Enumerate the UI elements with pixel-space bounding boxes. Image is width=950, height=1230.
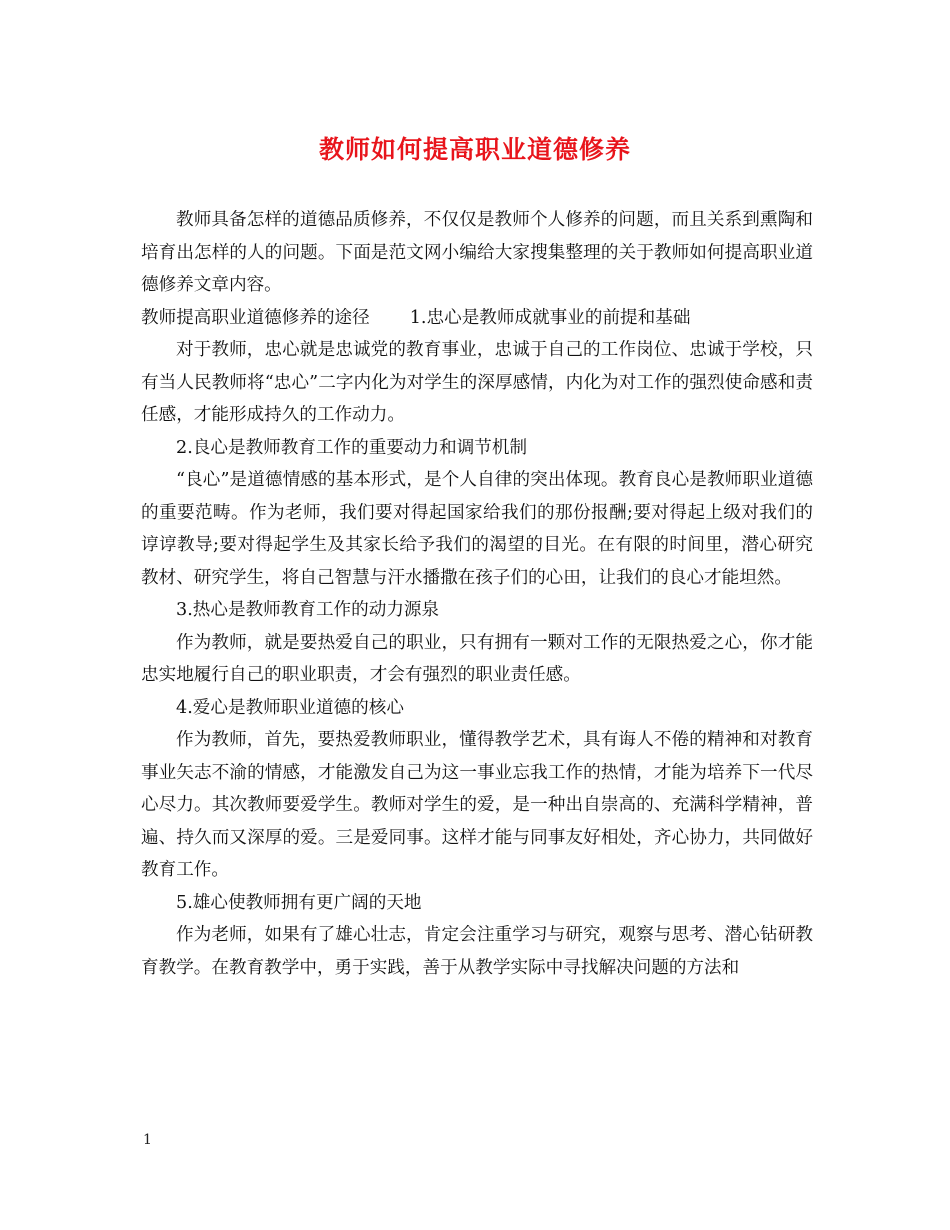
- paragraph-love: 作为教师，首先，要热爱教师职业，懂得教学艺术，具有诲人不倦的精神和对教育事业矢志不渝的情感，才能激发自己为这一事业忘我工作的热情，才能为培养下一代尽心尽力。其次教师要爱学生。教师对学生的爱，是一种出自崇高的、充满科学精神，普遍、持久而又深厚的爱。三是爱同事。这样才能与同事友好相处，齐心协力，共同做好教育工作。: [141, 730, 813, 880]
- section-heading: [141, 302, 813, 335]
- paragraph-enthusiasm: 作为教师，就是要热爱自己的职业，只有拥有一颗对工作的无限热爱之心，你才能忠实地履行自己的职业职责，才会有强烈的职业责任感。: [141, 632, 813, 685]
- subheading-love: 4.爱心是教师职业道德的核心: [176, 697, 404, 718]
- section-heading-title: 教师提高职业道德修养的途径: [141, 307, 370, 328]
- paragraph-conscience: “良心”是道德情感的基本形式，是个人自律的突出体现。教育良心是教师职业道德的重要范畴。作为老师，我们要对得起国家给我们的那份报酬;要对得起上级对我们的谆谆教导;要对得起学生及其家长给予我们的渴望的目光。在有限的时间里，潜心研究教材、研究学生，将自己智慧与汗水播撒在孩子们的心田，让我们的良心才能坦然。: [141, 470, 813, 588]
- intro-paragraph: 教师具备怎样的道德品质修养，不仅仅是教师个人修养的问题，而且关系到熏陶和培育出怎样的人的问题。下面是范文网小编给大家搜集整理的关于教师如何提高职业道德修养文章内容。: [141, 210, 813, 295]
- page-number: 1: [143, 1132, 152, 1148]
- paragraph-loyalty: 对于教师，忠心就是忠诚党的教育事业，忠诚于自己的工作岗位、忠诚于学校，只有当人民教师将“忠心”二字内化为对学生的深厚感情，内化为对工作的强烈使命感和责任感，才能形成持久的工作动力。: [141, 340, 813, 425]
- section-heading-item-1: 1.忠心是教师成就事业的前提和基础: [409, 307, 691, 328]
- document-body: [141, 204, 813, 984]
- document-title: 教师如何提高职业道德修养: [318, 135, 631, 164]
- paragraph-ambition: 作为老师，如果有了雄心壮志，肯定会注重学习与研究，观察与思考、潜心钻研教育教学。在教育教学中，勇于实践，善于从教学实际中寻找解决问题的方法和: [141, 925, 813, 978]
- subheading-conscience: 2.良心是教师教育工作的重要动力和调节机制: [176, 437, 528, 458]
- subheading-enthusiasm: 3.热心是教师教育工作的动力源泉: [176, 600, 440, 620]
- subheading-ambition: 5.雄心使教师拥有更广阔的天地: [176, 892, 422, 913]
